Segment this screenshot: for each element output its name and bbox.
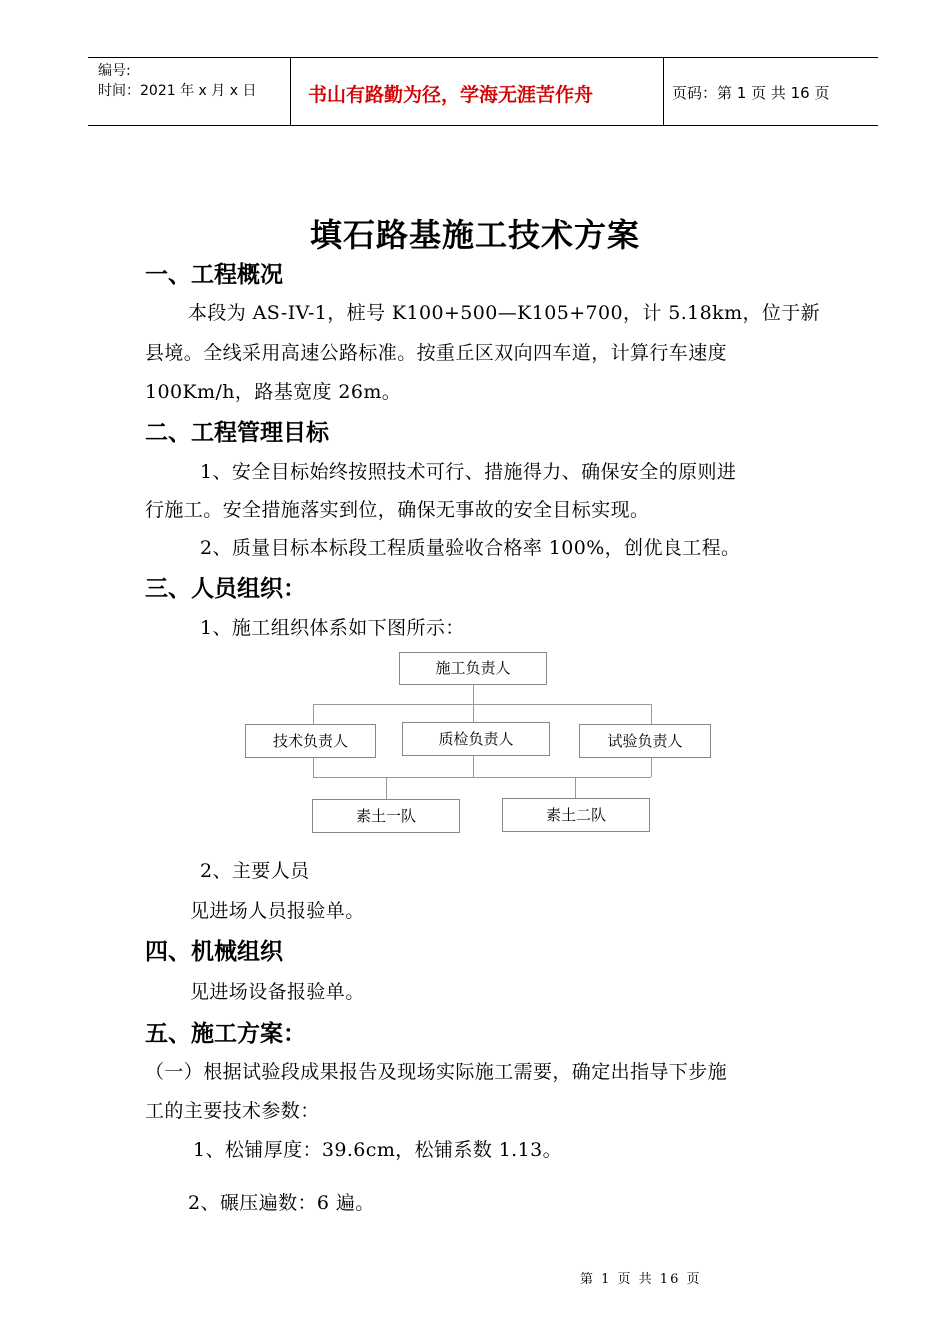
section-plan-line-4: 2、碾压遍数：6 遍。 [188, 1192, 375, 1214]
section-plan-line-1: （一）根据试验段成果报告及现场实际施工需要，确定出指导下步施 [145, 1061, 728, 1083]
header-divider-right [663, 57, 664, 126]
section-goals-line-3: 2、质量目标本标段工程质量验收合格率 100%，创优良工程。 [200, 537, 741, 559]
header-divider-left [290, 57, 291, 126]
org-connector-team2-drop [575, 777, 576, 798]
section-machinery-line-1: 见进场设备报验单。 [190, 981, 365, 1003]
section-overview-line-3: 100Km/h，路基宽度 26m。 [145, 381, 402, 403]
section-heading-plan: 五、施工方案： [145, 1020, 306, 1047]
section-heading-goals: 二、工程管理目标 [145, 419, 329, 446]
org-connector-team1-drop [386, 777, 387, 799]
document-title: 填石路基施工技术方案 [309, 216, 640, 254]
section-overview-line-2: 县境。全线采用高速公路标准。按重丘区双向四车道，计算行车速度 [145, 342, 728, 364]
org-box-quality-lead: 质检负责人 [402, 722, 550, 756]
section-personnel-line-3: 见进场人员报验单。 [190, 900, 365, 922]
org-connector-mid-drop [473, 704, 474, 722]
section-personnel-line-2: 2、主要人员 [200, 860, 310, 882]
org-connector-top-stem [473, 684, 474, 704]
org-connector-left-drop [313, 704, 314, 724]
header-bottom-border [88, 125, 878, 126]
section-heading-machinery: 四、机械组织 [145, 938, 283, 965]
section-plan-line-2: 工的主要技术参数： [145, 1100, 320, 1122]
org-connector-lower-bar [313, 777, 651, 778]
section-heading-personnel: 三、人员组织： [145, 575, 306, 602]
header-page-info: 页码：第 1 页 共 16 页 [672, 84, 830, 102]
header-top-border [88, 57, 878, 58]
section-plan-line-3: 1、松铺厚度：39.6cm，松铺系数 1.13。 [193, 1139, 562, 1161]
header-number-label: 编号: [98, 63, 131, 79]
section-personnel-line-1: 1、施工组织体系如下图所示： [200, 617, 465, 639]
org-connector-left-rise [313, 757, 314, 777]
org-box-testing-lead: 试验负责人 [579, 724, 711, 758]
section-overview-line-1: 本段为 AS-IV-1，桩号 K100+500—K105+700，计 5.18km，位于新 [188, 302, 821, 324]
page-footer: 第 1 页 共 16 页 [580, 1272, 702, 1287]
org-connector-right-drop [651, 704, 652, 724]
org-box-technical-lead: 技术负责人 [245, 724, 376, 758]
org-connector-mid-rise [473, 755, 474, 777]
org-box-team-1: 素土一队 [312, 799, 460, 833]
org-connector-upper-bar [313, 704, 651, 705]
org-box-construction-lead: 施工负责人 [399, 652, 547, 685]
section-heading-overview: 一、工程概况 [145, 261, 283, 288]
section-goals-line-1: 1、安全目标始终按照技术可行、措施得力、确保安全的原则进 [200, 461, 737, 483]
org-connector-right-rise [651, 757, 652, 777]
header-time-label: 时间：2021 年 x 月 x 日 [98, 83, 257, 99]
org-box-team-2: 素土二队 [502, 798, 650, 832]
section-goals-line-2: 行施工。安全措施落实到位，确保无事故的安全目标实现。 [145, 499, 650, 521]
header-motto: 书山有路勤为径，学海无涯苦作舟 [308, 84, 594, 106]
